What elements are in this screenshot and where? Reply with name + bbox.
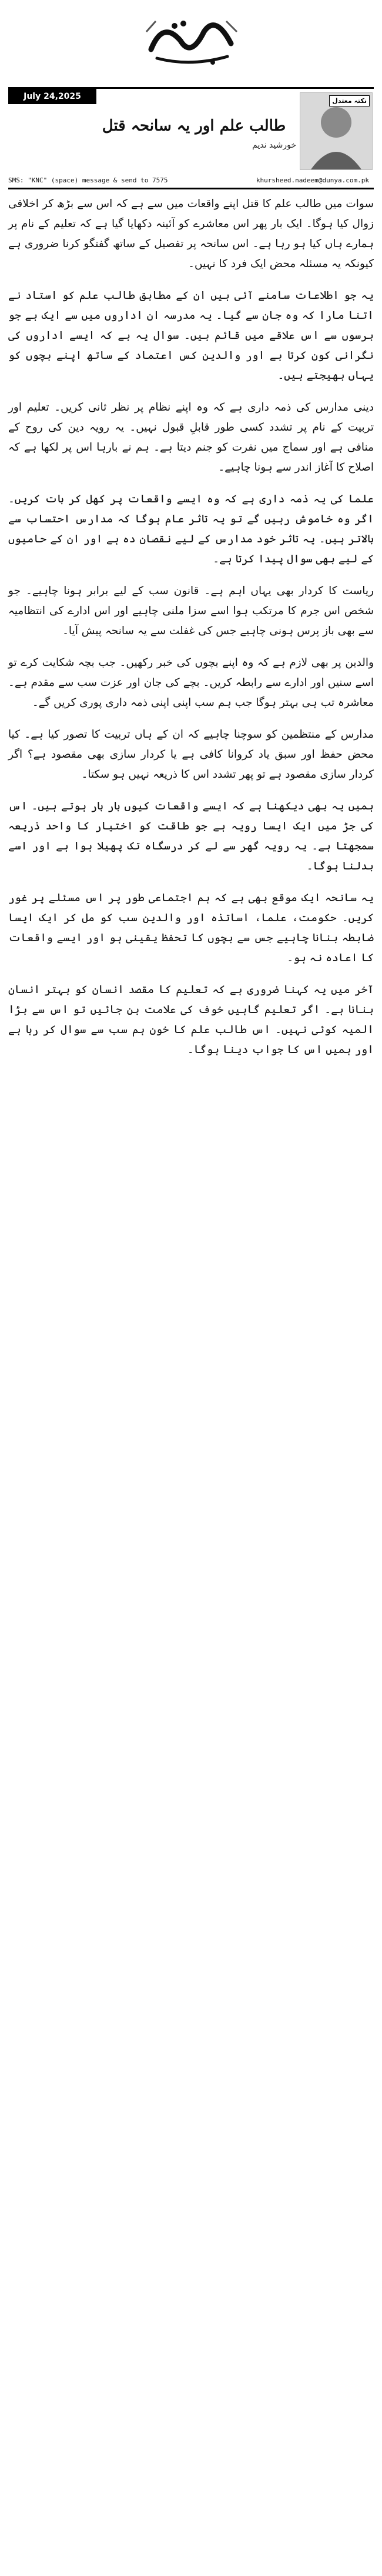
paragraph: آخر میں یہ کہنا ضروری ہے کہ تعلیم کا مقصد انسان کو بہتر انسان بنانا ہے۔ اگر تعلیم گاہیں خوف کی علامت بن جائیں تو اس سے بڑا المیہ کوئی نہیں۔ اس طالب علم کا خون ہم سب سے سوال کر رہا ہے اور ہمیں اس کا جواب دینا ہوگا۔ xyxy=(8,984,374,1056)
paragraph: دینی مدارس کی ذمہ داری ہے کہ وہ اپنے نظام پر نظر ثانی کریں۔ تعلیم اور تربیت کے نام پر تشدد کسی طور قابلِ قبول نہیں۔ یہ رویہ دین کی روح کے منافی ہے اور سماج میں نفرت کو جنم دیتا ہے۔ ہم نے بارہا اس پر لکھا ہے کہ اصلاح کا آغاز اندر سے ہونا چاہیے۔ xyxy=(8,401,374,474)
paragraph: علما کی یہ ذمہ داری ہے کہ وہ ایسے واقعات پر کھل کر بات کریں۔ اگر وہ خاموش رہیں گے تو یہ تاثر عام ہوگا کہ مدارس احتساب سے بالاتر ہیں۔ یہ تاثر خود مدارس کے لیے نقصان دہ ہے اور ان کے حامیوں کے لیے بھی سوال پیدا کرتا ہے۔ xyxy=(8,493,374,565)
masthead xyxy=(0,0,382,81)
column-header xyxy=(8,87,374,189)
paragraph: والدین پر بھی لازم ہے کہ وہ اپنے بچوں کی خبر رکھیں۔ جب بچہ شکایت کرے تو اسے سنیں اور ادارے سے رابطہ کریں۔ بچے کی جان اور عزت سب سے مقدم ہے۔ معاشرہ تب ہی بہتر ہوگا جب ہم سب اپنی اپنی ذمہ داری پوری کریں گے۔ xyxy=(8,657,374,709)
newspaper-logo xyxy=(139,8,243,73)
column-badge: نکتہ معتدل xyxy=(329,95,370,106)
paragraph: سوات میں طالب علم کا قتل اپنے واقعات میں سے ہے کہ اس سے بڑھ کر اخلاقی زوال کیا ہوگا۔ ایک بار پھر اس معاشرے کو آئینہ دکھایا گیا ہے کہ تعلیم کے نام پر ہمارے ہاں کیا ہو رہا ہے۔ اس سانحہ پر تفصیل کے ساتھ گفتگو کرنا ضروری ہے کیونکہ یہ مسئلہ محض ایک فرد کا نہیں۔ xyxy=(8,198,374,270)
author-photo xyxy=(300,92,373,170)
sms-instructions: SMS: "KNC" (space) message & send to 7575 xyxy=(8,176,168,184)
paragraph: ہمیں یہ بھی دیکھنا ہے کہ ایسے واقعات کیوں بار بار ہوتے ہیں۔ اس کی جڑ میں ایک ایسا رویہ ہے جو طاقت کو اختیار کا واحد ذریعہ سمجھتا ہے۔ یہ رویہ گھر سے لے کر درسگاہ تک پھیلا ہوا ہے اور اسے بدلنا ہوگا۔ xyxy=(8,800,374,872)
author-email[interactable]: khursheed.nadeem@dunya.com.pk xyxy=(256,176,369,184)
author-name: خورشید ندیم xyxy=(252,141,296,150)
paragraph: یہ جو اطلاعات سامنے آئی ہیں ان کے مطابق طالب علم کو استاد نے اتنا مارا کہ وہ جان سے گیا۔ یہ مدرسہ ان اداروں میں سے ایک ہے جو برسوں سے اس علاقے میں قائم ہیں۔ سوال یہ ہے کہ ایسے اداروں کی نگرانی کون کرتا ہے اور والدین کس اعتماد کے ساتھ اپنے بچوں کو یہاں بھیجتے ہیں۔ xyxy=(8,289,374,382)
paragraph: ریاست کا کردار بھی یہاں اہم ہے۔ قانون سب کے لیے برابر ہونا چاہیے۔ جو شخص اس جرم کا مرتکب ہوا اسے سزا ملنی چاہیے اور اس ادارے کی انتظامیہ سے بھی باز پرس ہونی چاہیے جس کی غفلت سے یہ سانحہ پیش آیا۔ xyxy=(8,585,374,637)
dunya-logo-icon xyxy=(139,8,243,73)
publish-date: July 24,2025 xyxy=(8,89,96,104)
paragraph: مدارس کے منتظمین کو سوچنا چاہیے کہ ان کے ہاں تربیت کا تصور کیا ہے۔ کیا محض حفظ اور سبق یاد کروانا کافی ہے یا کردار سازی بھی مقصود ہے؟ اگر کردار سازی مقصود ہے تو پھر تشدد اس کا ذریعہ نہیں ہو سکتا۔ xyxy=(8,728,374,781)
column-title: طالب علم اور یہ سانحہ قتل xyxy=(102,117,286,135)
paragraph: یہ سانحہ ایک موقع بھی ہے کہ ہم اجتماعی طور پر اس مسئلے پر غور کریں۔ حکومت، علما، اساتذہ اور والدین سب کو مل کر ایک ایسا ضابطہ بنانا چاہیے جس سے بچوں کا تحفظ یقینی ہو اور ایسے واقعات کا اعادہ نہ ہو۔ xyxy=(8,892,374,964)
article-body xyxy=(8,194,374,1072)
